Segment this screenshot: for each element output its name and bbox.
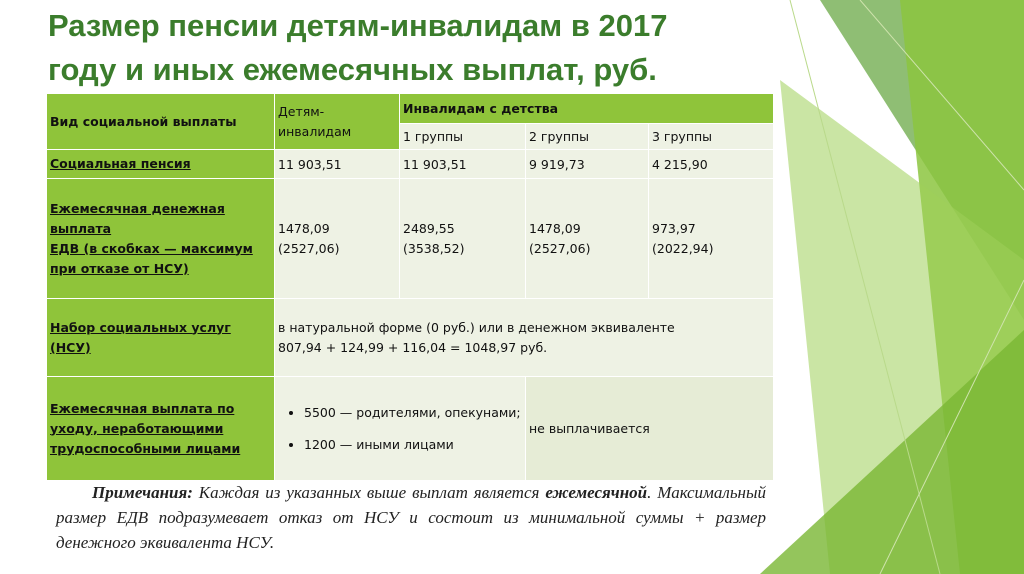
row-label-edv-line2: ЕДВ (в скобках — максимум при отказе от НСУ) xyxy=(50,240,253,276)
value-max: (2022,94) xyxy=(652,240,714,256)
title-line-2: году и иных ежемесячных выплат, руб. xyxy=(48,52,657,87)
row-label-nsu: Набор социальных услуг (НСУ) xyxy=(47,299,275,377)
table-row xyxy=(47,377,774,481)
value: 1478,09 xyxy=(278,220,330,236)
notes-text-1: Каждая из указанных выше выплат является xyxy=(192,483,546,502)
cell: 4 215,90 xyxy=(649,150,774,179)
header-group-1: 1 группы xyxy=(400,124,526,150)
row-label-care-payment: Ежемесячная выплата по уходу, неработающими трудоспособными лицами xyxy=(47,377,275,481)
row-label-social-pension: Социальная пенсия xyxy=(47,150,275,179)
value: 2489,55 xyxy=(403,220,455,236)
title-line-1: Размер пенсии детям-инвалидам в 2017 xyxy=(48,8,668,43)
cell-not-paid: не выплачивается xyxy=(526,377,774,481)
row-label-edv-line1: Ежемесячная денежная выплата xyxy=(50,200,225,236)
list-item: • 1200 — иными лицами xyxy=(304,434,522,456)
nsu-text-line2: 807,94 + 124,99 + 116,04 = 1048,97 руб. xyxy=(278,339,548,355)
cell-nsu-text xyxy=(275,299,774,377)
header-group-2: 2 группы xyxy=(526,124,649,150)
value: 973,97 xyxy=(652,220,696,236)
header-children: Детям-инвалидам xyxy=(275,94,400,150)
cell: 11 903,51 xyxy=(275,150,400,179)
cell xyxy=(275,179,400,299)
value-max: (2527,06) xyxy=(278,240,340,256)
page-title xyxy=(48,4,808,92)
list-item: • 5500 — родителями, опекунами; xyxy=(304,402,522,424)
care-amounts-list xyxy=(278,402,522,456)
notes-emphasis: ежемесячной xyxy=(545,483,648,502)
value-max: (2527,06) xyxy=(529,240,591,256)
notes-text-2: . Максимальный размер ЕДВ подразумевает отказ от НСУ и состоит из минимальной суммы + размер денежного эквивалента НСУ. xyxy=(56,483,766,552)
cell xyxy=(400,179,526,299)
notes xyxy=(56,480,766,555)
header-group-3: 3 группы xyxy=(649,124,774,150)
cell-care-amounts xyxy=(275,377,526,481)
value: 1478,09 xyxy=(529,220,581,236)
cell xyxy=(649,179,774,299)
cell: 11 903,51 xyxy=(400,150,526,179)
table-row xyxy=(47,299,774,377)
nsu-text-line1: в натуральной форме (0 руб.) или в денежном эквиваленте xyxy=(278,319,675,335)
header-childhood: Инвалидам с детства xyxy=(400,94,774,124)
table-row xyxy=(47,150,774,179)
value-max: (3538,52) xyxy=(403,240,465,256)
cell: 9 919,73 xyxy=(526,150,649,179)
header-type: Вид социальной выплаты xyxy=(47,94,275,150)
cell xyxy=(526,179,649,299)
table-row xyxy=(47,179,774,299)
notes-label: Примечания: xyxy=(92,483,193,502)
row-label-edv xyxy=(47,179,275,299)
payments-table xyxy=(46,93,774,481)
